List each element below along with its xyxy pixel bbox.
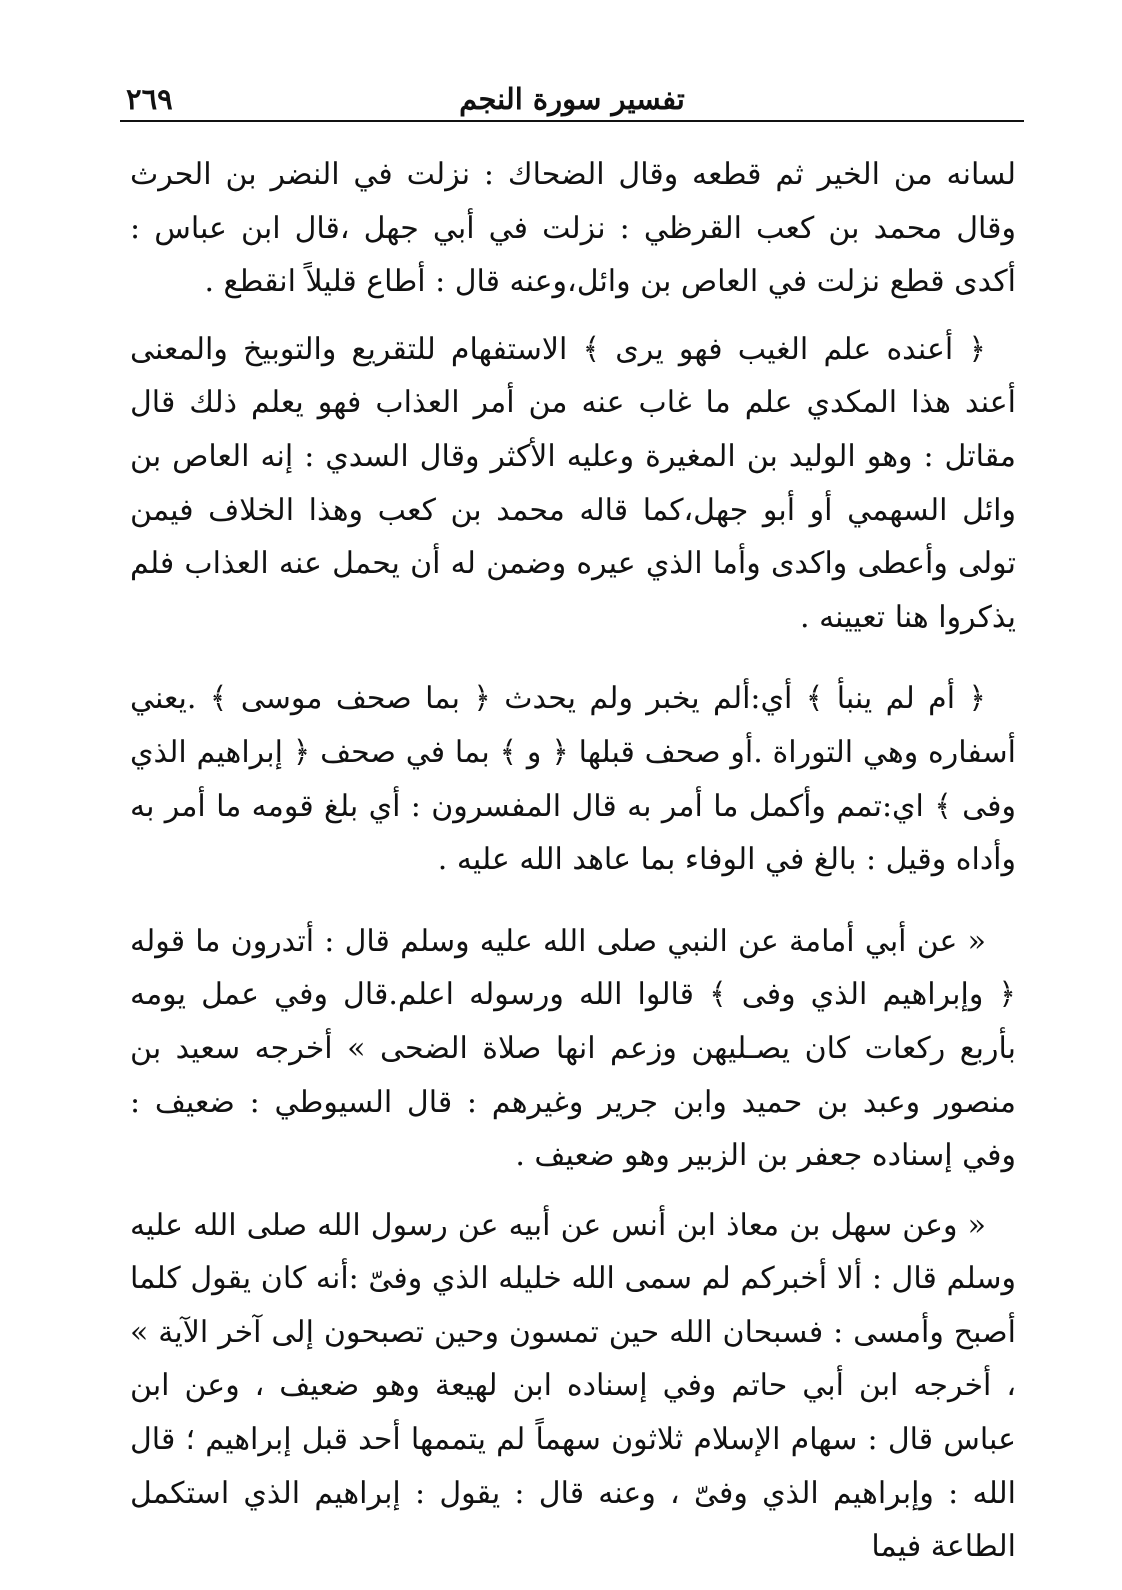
chapter-title: تفسير سورة النجم — [459, 82, 685, 116]
paragraph: ﴿ أم لم ينبأ ﴾ أي:ألم يخبر ولم يحدث ﴿ بما صحف موسى ﴾ .يعني أسفاره وهي التوراة .أو صحف قبلها ﴿ و ﴾ بما في صحف ﴿ إبراهيم الذي وفى ﴾ اي:تمم وأكمل ما أمر به قال المفسرون : أي بلغ قومه ما أمر به وأداه وقيل : بالغ في الوفاء بما عاهد الله عليه . — [130, 681, 1016, 878]
paragraph: لسانه من الخير ثم قطعه وقال الضحاك : نزلت في النضر بن الحرث وقال محمد بن كعب القرظي : نزلت في أبي جهل ،قال ابن عباس : أكدى قطع نزلت في العاص بن وائل،وعنه قال : أطاع قليلاً انقطع . — [130, 157, 1016, 300]
page-number: ٢٦٩ — [126, 82, 173, 116]
paragraph: « وعن سهل بن معاذ ابن أنس عن أبيه عن رسول الله صلى الله عليه وسلم قال : ألا أخبركم لم سمى الله خليله الذي وفىّ :أنه كان يقول كلما أصبح وأمسى : فسبحان الله حين تمسون وحين تصبحون إلى آخر الآية » ، أخرجه ابن أبي حاتم وفي إسناده ابن لهيعة وهو ضعيف ، وعن ابن عباس قال : سهام الإسلام ثلاثون سهماً لم يتممها أحد قبل إبراهيم ؛ قال الله : وإبراهيم الذي وفىّ ، وعنه قال : يقول : إبراهيم الذي استكمل الطاعة فيما — [130, 1207, 1016, 1565]
running-header — [120, 68, 1024, 124]
main-text — [130, 148, 1016, 1590]
paragraph: « عن أبي أمامة عن النبي صلى الله عليه وسلم قال : أتدرون ما قوله ﴿ وإبراهيم الذي وفى ﴾ قالوا الله ورسوله اعلم.قال وفي عمل يومه بأربع ركعات كان يصـليهن وزعم انها صلاة الضحى » أخرجه سعيد بن منصور وعبد بن حميد وابن جرير وغيرهم : قال السيوطي : ضعيف : وفي إسناده جعفر بن الزبير وهو ضعيف . — [130, 923, 1016, 1174]
header-divider — [120, 120, 1024, 122]
paragraph: ﴿ أعنده علم الغيب فهو يرى ﴾ الاستفهام للتقريع والتوبيخ والمعنى أعند هذا المكدي علم ما غاب عنه من أمر العذاب فهو يعلم ذلك قال مقاتل : وهو الوليد بن المغيرة وعليه الأكثر وقال السدي : إنه العاص بن وائل السهمي أو أبو جهل،كما قاله محمد بن كعب وهذا الخلاف فيمن تولى وأعطى واكدى وأما الذي عيره وضمن له أن يحمل عنه العذاب فلم يذكروا هنا تعيينه . — [130, 331, 1016, 635]
